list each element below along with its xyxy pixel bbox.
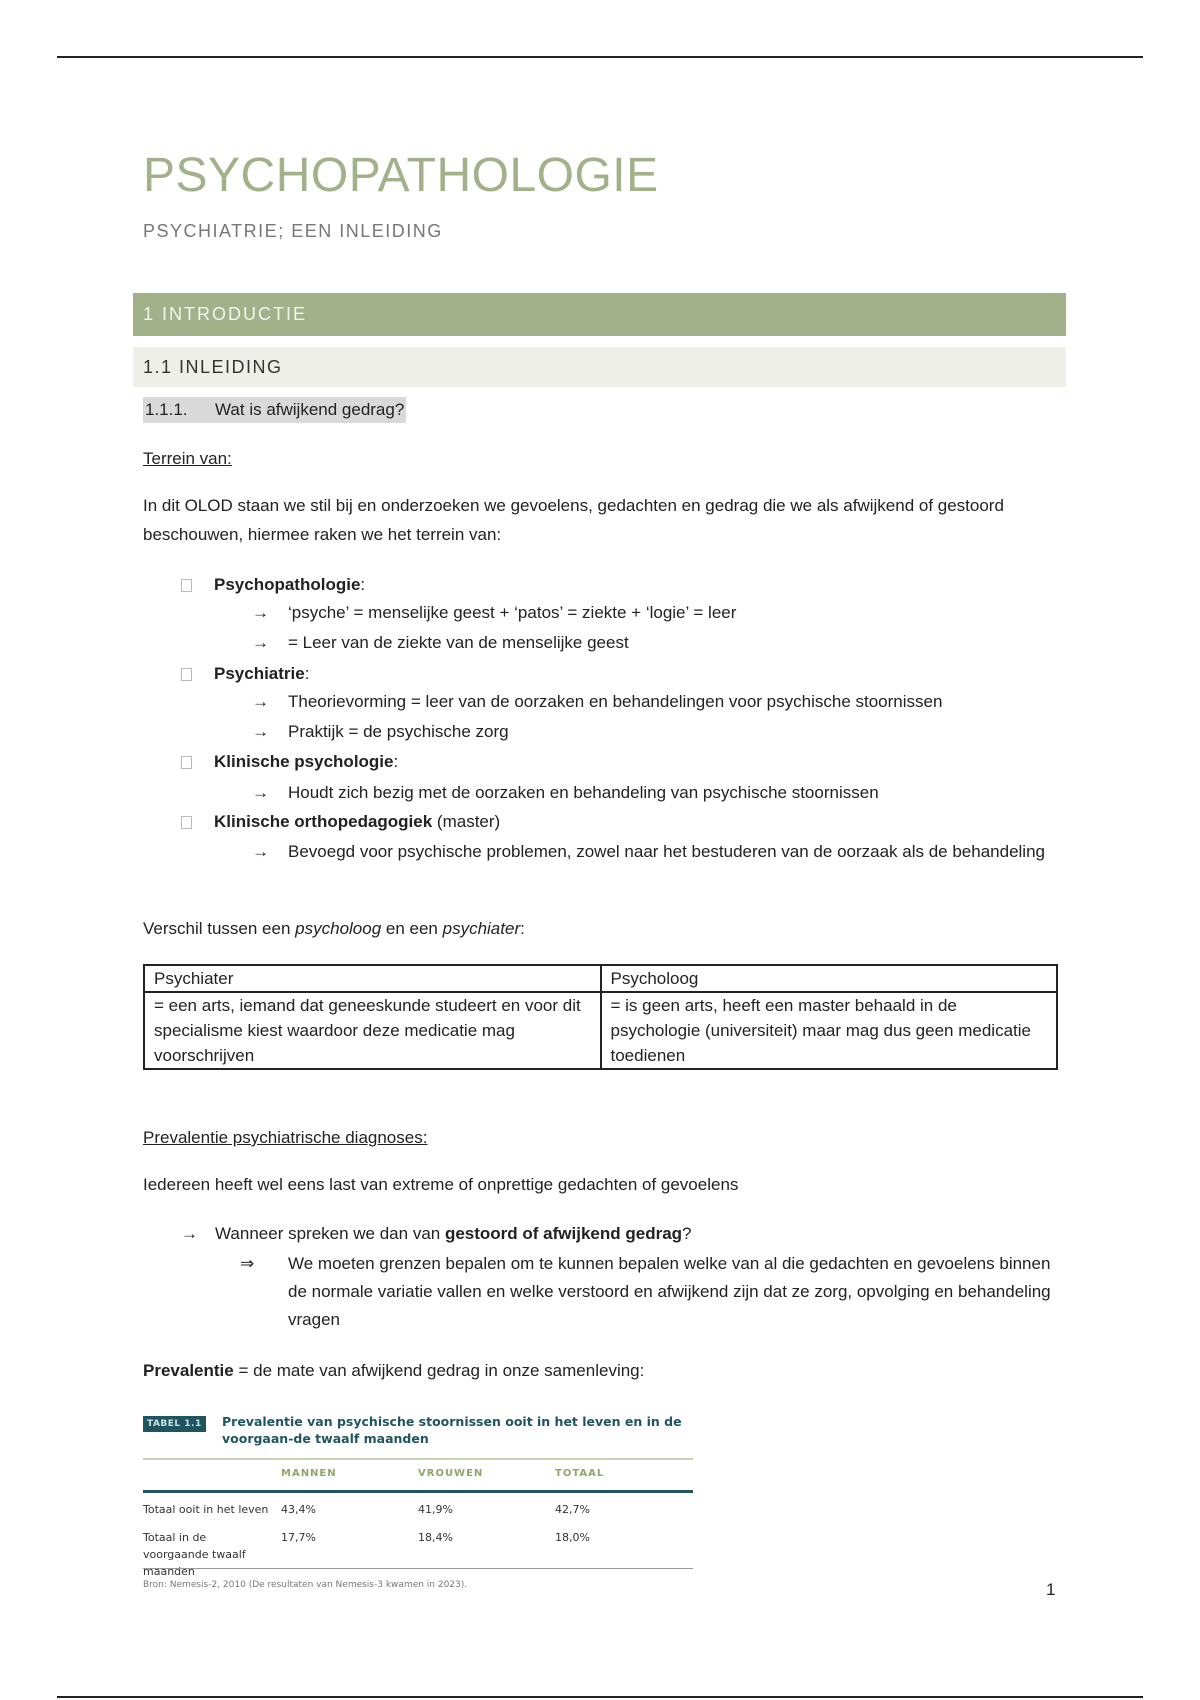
heading-2: 1.1 INLEIDING bbox=[133, 347, 1066, 387]
divider bbox=[143, 1568, 693, 1569]
column-header: MANNEN bbox=[281, 1468, 337, 1479]
arrow-icon: → bbox=[252, 783, 269, 802]
table-cell: = is geen arts, heeft een master behaald in de psychologie (universiteit) maar mag dus geen medicatie toedienen bbox=[601, 992, 1058, 1069]
table-cell: 17,7% bbox=[281, 1531, 316, 1544]
table-header-cell: Psycholoog bbox=[601, 965, 1058, 992]
checkbox-bullet-icon bbox=[181, 816, 192, 829]
top-rule bbox=[57, 56, 1143, 58]
heading-1: 1 INTRODUCTIE bbox=[133, 293, 1066, 336]
table-cell: 42,7% bbox=[555, 1503, 590, 1516]
arrow-icon: → bbox=[252, 692, 269, 711]
prevalentie-label: Prevalentie psychiatrische diagnoses: bbox=[143, 1128, 428, 1147]
table-cell: 43,4% bbox=[281, 1503, 316, 1516]
checkbox-bullet-icon bbox=[181, 756, 192, 769]
table-cell: 18,4% bbox=[418, 1531, 453, 1544]
terrein-label: Terrein van: bbox=[143, 449, 232, 468]
double-arrow-icon: ⇒ bbox=[240, 1254, 255, 1273]
heading-3-number: 1.1.1. bbox=[145, 400, 188, 419]
document-subtitle: PSYCHIATRIE; EEN INLEIDING bbox=[143, 221, 443, 241]
comparison-table bbox=[143, 964, 1058, 1070]
checkbox-bullet-icon bbox=[181, 579, 192, 592]
terrein-intro: In dit OLOD staan we stil bij en onderzoeken we gevoelens, gedachten en gedrag die we als afwijkend of gestoord beschouwen, hiermee raken we het terrein van: bbox=[143, 496, 1004, 544]
heading-3-text: Wat is afwijkend gedrag? bbox=[215, 400, 405, 419]
table-cell: = een arts, iemand dat geneeskunde studeert en voor dit specialisme kiest waardoor deze medicatie mag voorschrijven bbox=[144, 992, 601, 1069]
divider bbox=[143, 1458, 693, 1460]
table-row bbox=[144, 992, 1057, 1069]
column-header: VROUWEN bbox=[418, 1468, 484, 1479]
arrow-icon: → bbox=[252, 722, 269, 741]
checkbox-bullet-icon bbox=[181, 668, 192, 681]
prevalentie-answer: We moeten grenzen bepalen om te kunnen bepalen welke van al die gedachten en gevoelens binnen de normale variatie vallen en welke verstoord en afwijkend zijn dat ze zorg, opvolging en behandeling vragen bbox=[288, 1254, 1051, 1329]
table-tag: TABEL 1.1 bbox=[143, 1416, 206, 1432]
column-header: TOTAAL bbox=[555, 1468, 605, 1479]
document-title: PSYCHOPATHOLOGIE bbox=[143, 149, 659, 202]
list-subpoint: = Leer van de ziekte van de menselijke geest bbox=[288, 633, 629, 652]
prevalentie-line: Iedereen heeft wel eens last van extreme of onprettige gedachten of gevoelens bbox=[143, 1175, 739, 1194]
bottom-rule bbox=[57, 1696, 1143, 1698]
list-item: Klinische orthopedagogiek (master) bbox=[181, 808, 500, 836]
page-number: 1 bbox=[1046, 1580, 1056, 1599]
list-subpoint: Bevoegd voor psychische problemen, zowel naar het bestuderen van de oorzaak als de behandeling bbox=[288, 842, 1045, 861]
list-subpoint: ‘psyche’ = menselijke geest + ‘patos’ = ziekte + ‘logie’ = leer bbox=[288, 603, 737, 622]
table-cell: 18,0% bbox=[555, 1531, 590, 1544]
row-label: Totaal in de voorgaande twaalf maanden bbox=[143, 1531, 246, 1578]
arrow-icon: → bbox=[181, 1224, 198, 1243]
row-label: Totaal ooit in het leven bbox=[143, 1503, 269, 1516]
list-subpoint: Praktijk = de psychische zorg bbox=[288, 722, 509, 741]
list-subpoint: Theorievorming = leer van de oorzaken en behandelingen voor psychische stoornissen bbox=[288, 692, 943, 711]
table-caption: Prevalentie van psychische stoornissen ooit in het leven en in de voorgaan-de twaalf maanden bbox=[222, 1414, 682, 1446]
arrow-icon: → bbox=[252, 842, 269, 861]
arrow-icon: → bbox=[252, 603, 269, 622]
table-header-row bbox=[144, 965, 1057, 992]
table-source: Bron: Nemesis-2, 2010 (De resultaten van Nemesis-3 kwamen in 2023). bbox=[143, 1580, 468, 1590]
table-cell: 41,9% bbox=[418, 1503, 453, 1516]
list-item: Psychiatrie: bbox=[181, 660, 309, 688]
arrow-icon: → bbox=[252, 633, 269, 652]
heading-3 bbox=[143, 397, 406, 423]
divider bbox=[143, 1490, 693, 1493]
table-header-cell: Psychiater bbox=[144, 965, 601, 992]
prevalentie-definition: Prevalentie = de mate van afwijkend gedrag in onze samenleving: bbox=[143, 1361, 645, 1380]
list-subpoint: Houdt zich bezig met de oorzaken en behandeling van psychische stoornissen bbox=[288, 783, 879, 802]
verschil-line: Verschil tussen een psycholoog en een psychiater: bbox=[143, 919, 525, 938]
list-item: Klinische psychologie: bbox=[181, 748, 398, 776]
prevalentie-question: Wanneer spreken we dan van gestoord of afwijkend gedrag? bbox=[215, 1224, 692, 1243]
list-item: Psychopathologie: bbox=[181, 571, 365, 599]
